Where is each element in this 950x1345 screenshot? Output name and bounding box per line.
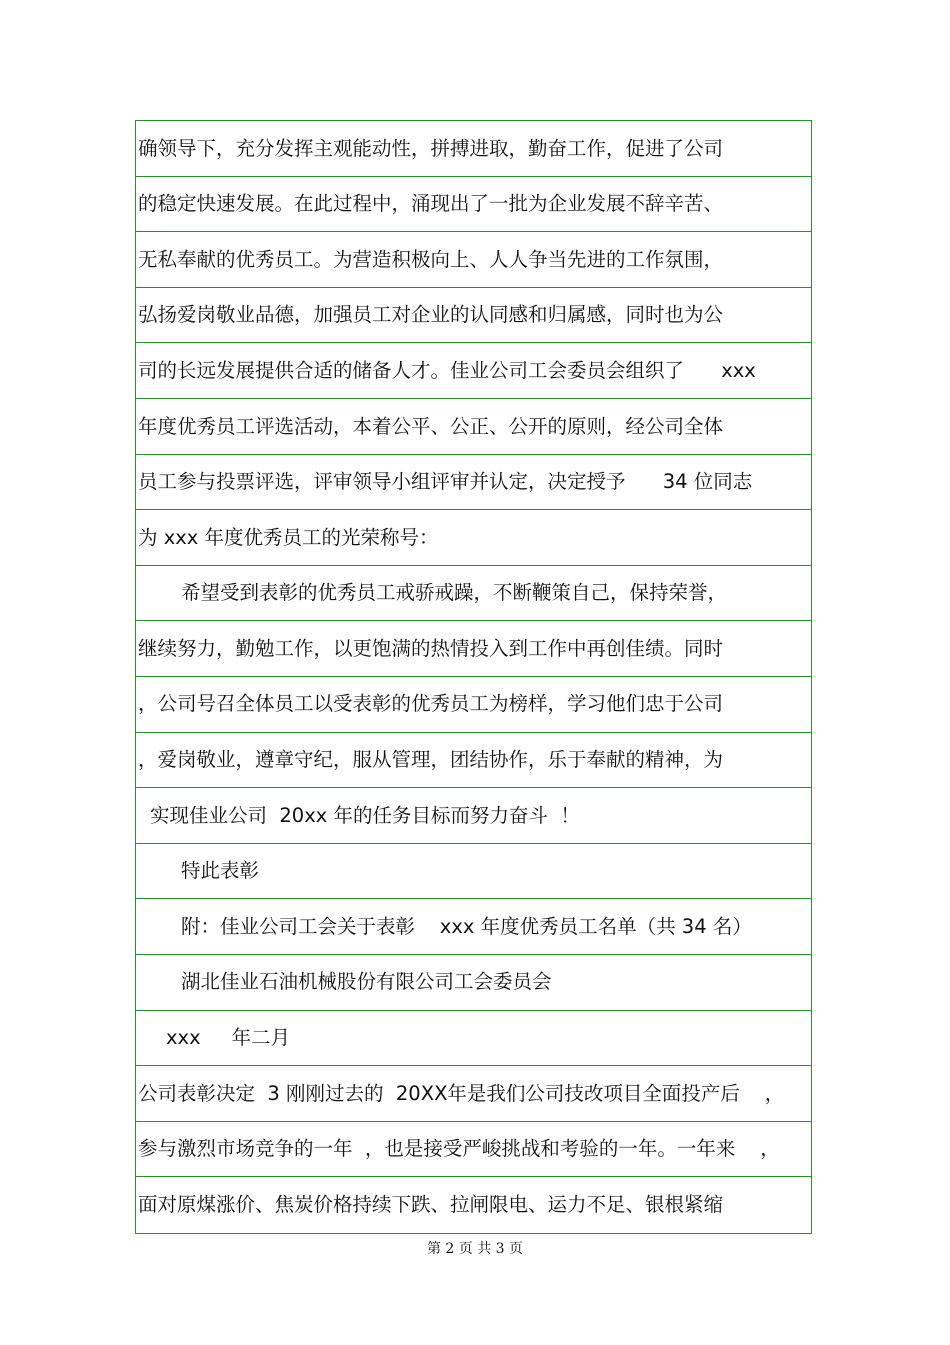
text-line: 的稳定快速发展。在此过程中，涌现出了一批为企业发展不辞辛苦、 <box>136 177 811 233</box>
text-line: 参与激烈市场竞争的一年 ，也是接受严峻挑战和考验的一年。一年来 ， <box>136 1122 811 1178</box>
text-line: ，公司号召全体员工以受表彰的优秀员工为榜样，学习他们忠于公司 <box>136 677 811 733</box>
text-line: 无私奉献的优秀员工。为营造积极向上、人人争当先进的工作氛围， <box>136 232 811 288</box>
page-number: 第 2 页 共 3 页 <box>426 1241 524 1257</box>
text-line: 希望受到表彰的优秀员工戒骄戒躁，不断鞭策自己，保持荣誉， <box>136 566 811 622</box>
text-line: 继续努力，勤勉工作，以更饱满的热情投入到工作中再创佳绩。同时 <box>136 621 811 677</box>
text-line: 员工参与投票评选，评审领导小组评审并认定，决定授予 34 位同志 <box>136 455 811 511</box>
text-line: 司的长远发展提供合适的储备人才。佳业公司工会委员会组织了 xxx <box>136 343 811 399</box>
text-line: 面对原煤涨价、焦炭价格持续下跌、拉闸限电、运力不足、银根紧缩 <box>138 1193 724 1217</box>
text-line: 特此表彰 <box>136 844 811 900</box>
text-line: 附：佳业公司工会关于表彰 xxx 年度优秀员工名单（共 34 名） <box>136 899 811 955</box>
text-line: 确领导下，充分发挥主观能动性，拼搏进取，勤奋工作，促进了公司 <box>136 121 811 177</box>
text-line: 公司表彰决定 3 刚刚过去的 20XX年是我们公司技改项目全面投产后 ， <box>136 1066 811 1122</box>
document-body <box>135 120 812 1234</box>
text-line: 为 xxx 年度优秀员工的光荣称号： <box>136 510 811 566</box>
text-line: 弘扬爱岗敬业品德，加强员工对企业的认同感和归属感，同时也为公 <box>136 288 811 344</box>
text-line: ，爱岗敬业，遵章守纪，服从管理，团结协作，乐于奉献的精神，为 <box>136 733 811 789</box>
text-line: 年度优秀员工评选活动，本着公平、公正、公开的原则，经公司全体 <box>136 399 811 455</box>
text-line: xxx 年二月 <box>136 1011 811 1067</box>
text-line: 湖北佳业石油机械股份有限公司工会委员会 <box>136 955 811 1011</box>
text-line: 实现佳业公司 20xx 年的任务目标而努力奋斗 ！ <box>136 788 811 844</box>
